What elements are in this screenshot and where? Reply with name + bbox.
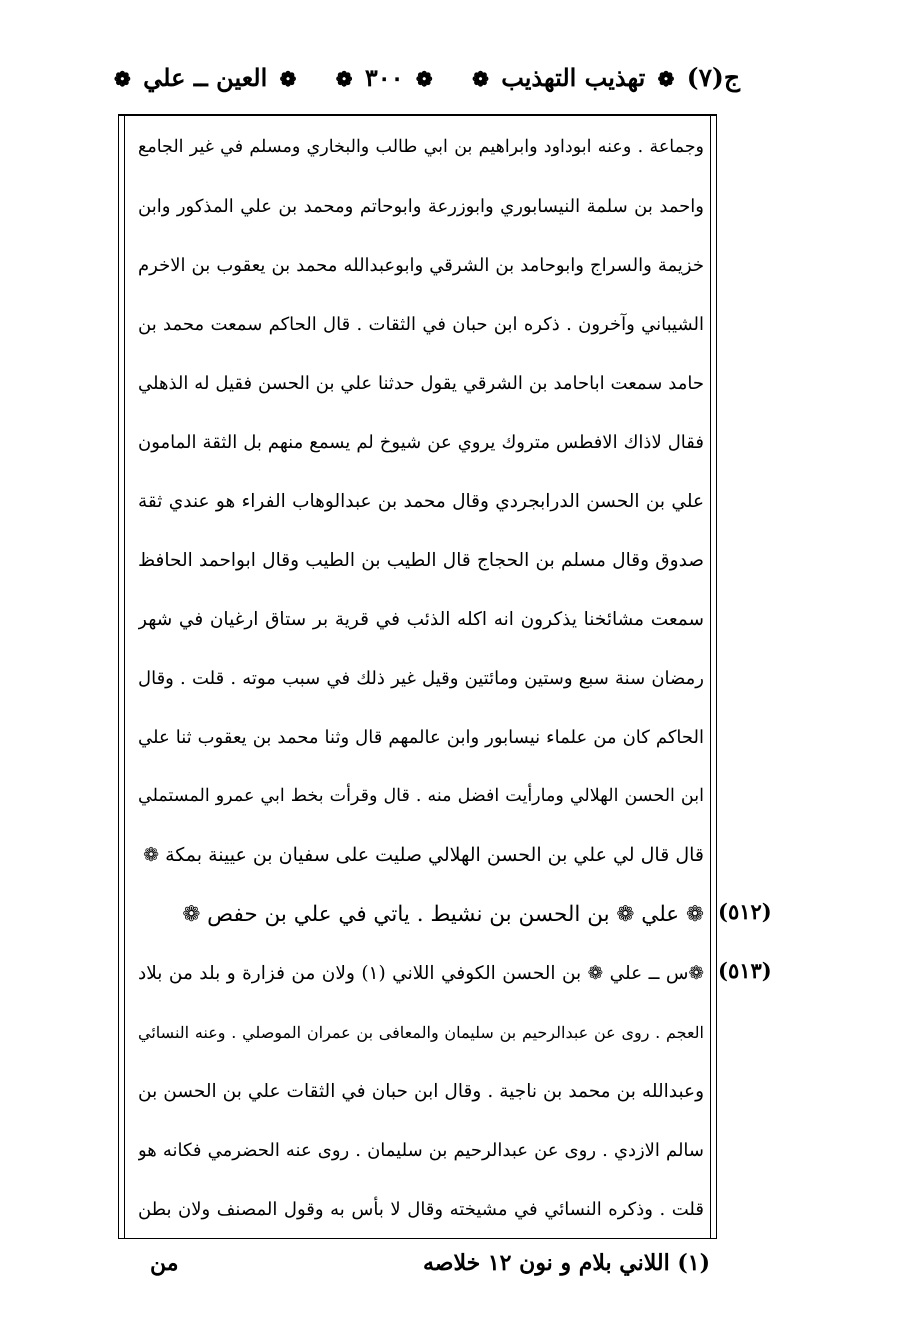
page-number: ٣٠٠	[364, 62, 404, 92]
entry-number: (٥١٢)	[718, 899, 772, 924]
ornament-icon: ❁	[335, 66, 353, 91]
ornament-icon: ❁	[114, 66, 131, 91]
text-line: الحاكم كان من علماء نيسابور وابن عالمهم قال وثنا محمد بن يعقوب ثنا علي	[138, 727, 704, 748]
text-line: قال قال لي علي بن الحسن الهلالي صليت على سفيان بن عيينة بمكة ❁	[143, 844, 704, 866]
text-line: صدوق وقال مسلم بن الحجاج قال الطيب بن الطيب وقال ابواحمد الحافظ	[138, 550, 704, 571]
text-line: ابن الحسن الهلالي ومارأيت افضل منه . قال وقرأت بخط ابي عمرو المستملي	[138, 786, 704, 806]
text-line: خزيمة والسراج وابوحامد بن الشرقي وابوعبدالله محمد بن يعقوب بن الاخرم	[138, 255, 704, 276]
ornament-icon: ❁	[472, 66, 489, 91]
entry-number: (٥١٣)	[718, 958, 772, 983]
footnote	[150, 1250, 710, 1276]
ornament-icon: ❁	[279, 66, 297, 91]
text-line: سالم الازدي . روى عن عبدالرحيم بن سليمان . روى عنه الحضرمي فكانه هو	[138, 1140, 704, 1161]
ornament-icon: ❁	[657, 66, 675, 91]
ornament-icon: ❁	[415, 66, 433, 91]
section-label	[110, 63, 300, 92]
text-line: واحمد بن سلمة النيسابوري وابوزرعة وابوحاتم ومحمد بن علي المذكور وابن	[138, 196, 704, 217]
text-line: فقال لاذاك الافطس متروك يروي عن شيوخ لم يسمع منهم بل الثقة المامون	[138, 432, 704, 453]
footnote-text: (١) اللاني بلام و نون ١٢ خلاصه	[422, 1250, 710, 1276]
volume-label: ج(٧) ❁ تهذيب التهذيب ❁	[472, 62, 740, 92]
running-header	[110, 50, 740, 104]
text-line: العجم . روى عن عبدالرحيم بن سليمان والمعافى بن عمران الموصلي . وعنه النسائي	[138, 1023, 704, 1042]
page-number-group	[332, 63, 437, 92]
text-line: قلت . وذكره النسائي في مشيخته وقال لا بأس به وقول المصنف ولان بطن	[138, 1199, 704, 1220]
section-title: العين ــ علي	[143, 62, 268, 92]
text-line: وجماعة . وعنه ابوداود وابراهيم بن ابي طالب والبخاري ومسلم في غير الجامع	[138, 137, 704, 157]
book-title: تهذيب التهذيب	[501, 62, 646, 92]
text-line: وعبدالله بن محمد بن ناجية . وقال ابن حبان في الثقات علي بن الحسن بن	[138, 1081, 704, 1102]
text-line: سمعت مشائخنا يذكرون انه اكله الذئب في قرية بر ستاق ارغيان في شهر	[138, 609, 704, 630]
text-line: ❁س ــ علي ❁ بن الحسن الكوفي اللاني (١) ولان من فزارة و بلد من بلاد	[138, 963, 704, 984]
text-line: رمضان سنة سبع وستين ومائتين وقيل غير ذلك في سبب موته . قلت . وقال	[138, 668, 704, 689]
text-line: ❁ علي ❁ بن الحسن بن نشيط . ياتي في علي بن حفص ❁	[182, 902, 704, 927]
catchword: من	[150, 1250, 179, 1276]
main-text	[138, 118, 704, 1239]
text-line: الشيباني وآخرون . ذكره ابن حبان في الثقات . قال الحاكم سمعت محمد بن	[138, 314, 704, 335]
text-line: علي بن الحسن الدرابجردي وقال محمد بن عبدالوهاب الفراء هو عندي ثقة	[138, 491, 704, 512]
text-line: حامد سمعت اباحامد بن الشرقي يقول حدثنا علي بن الحسن فقيل له الذهلي	[138, 373, 704, 394]
